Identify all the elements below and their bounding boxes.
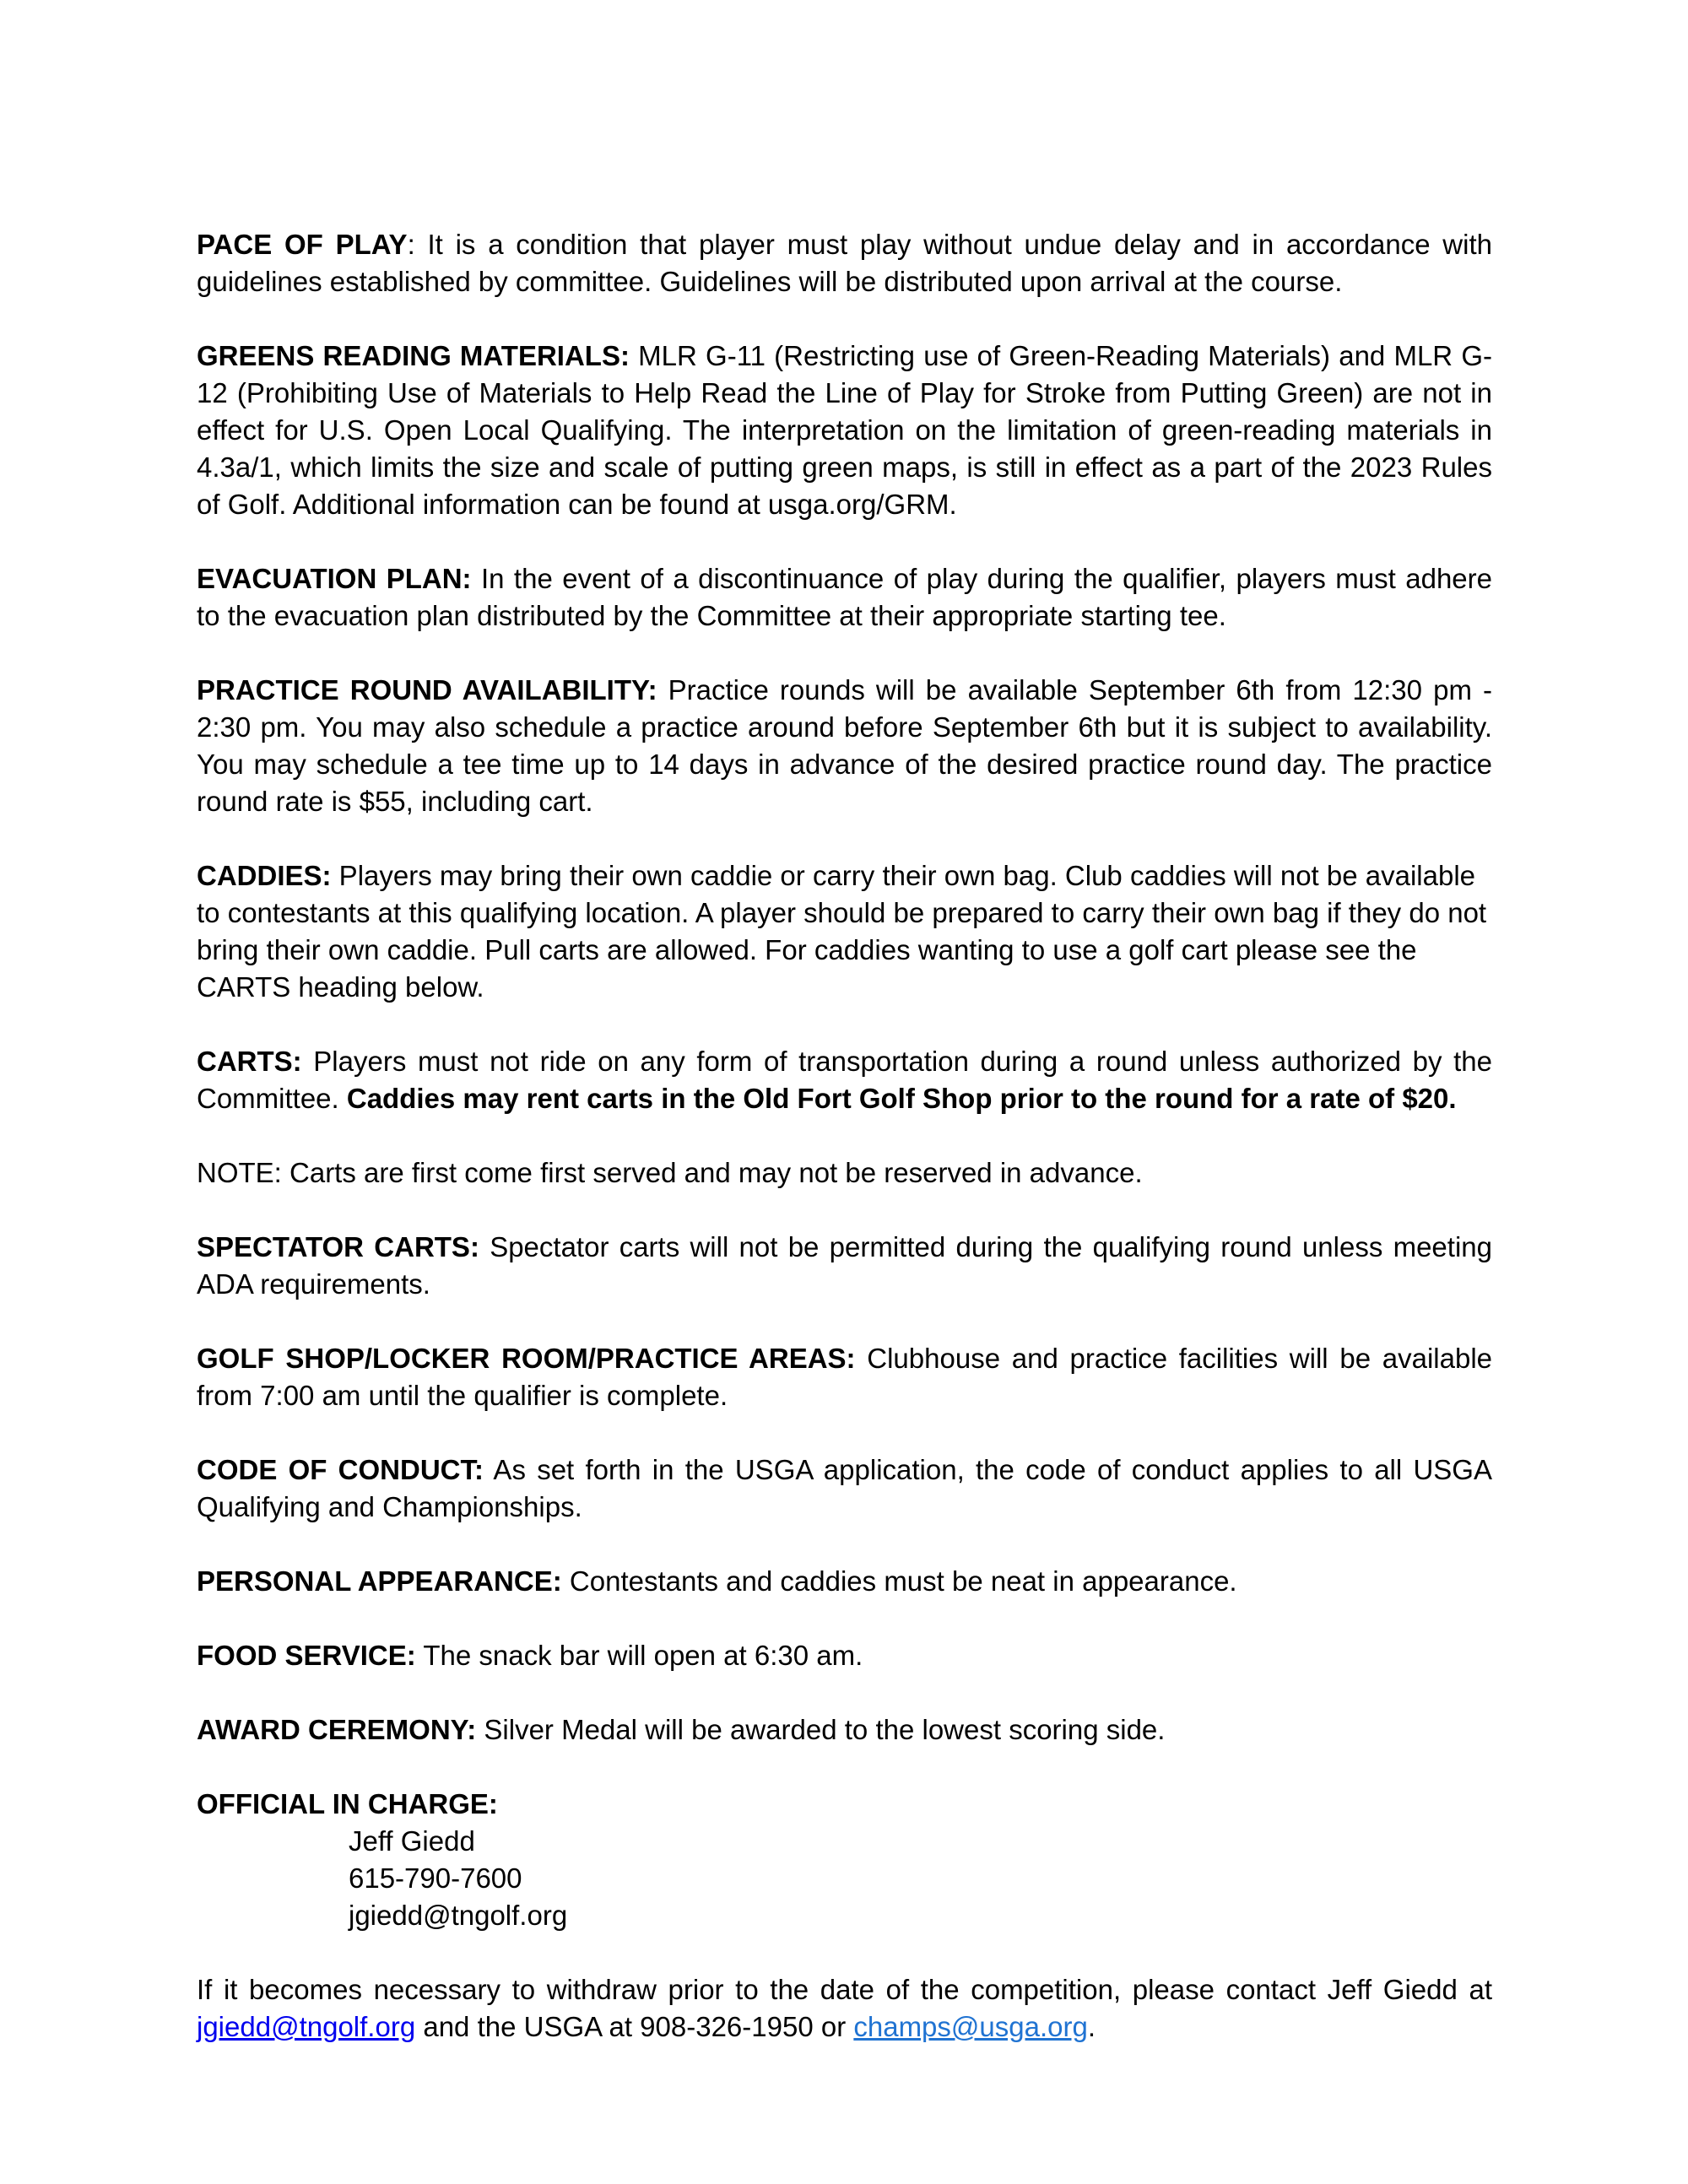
- section-heading: GOLF SHOP/LOCKER ROOM/PRACTICE AREAS:: [197, 1343, 856, 1374]
- section-heading: OFFICIAL IN CHARGE:: [197, 1788, 498, 1819]
- section-evacuation-plan: [197, 560, 1492, 635]
- contact-line-0: Jeff Giedd: [349, 1825, 475, 1857]
- section-food-service: [197, 1637, 1492, 1674]
- section-text: Players must not ride on any form of transportation during a round unless authorized by the Committee.: [197, 1046, 1492, 1114]
- section-heading: PERSONAL APPEARANCE:: [197, 1565, 562, 1597]
- section-heading: FOOD SERVICE:: [197, 1640, 416, 1671]
- section-text: .: [1087, 2011, 1096, 2042]
- section-spectator-carts: [197, 1229, 1492, 1303]
- section-carts: [197, 1043, 1492, 1117]
- section-golf-shop-locker-room-practice-areas: [197, 1340, 1492, 1414]
- section-text: Spectator carts will not be permitted during the qualifying round unless meeting ADA requirements.: [197, 1231, 1492, 1300]
- section-heading: PACE OF PLAY: [197, 229, 408, 260]
- section-pace-of-play: [197, 226, 1492, 300]
- section-heading: PRACTICE ROUND AVAILABILITY:: [197, 674, 657, 705]
- section-note: [197, 1154, 1492, 1192]
- section-text: If it becomes necessary to withdraw prior to the date of the competition, please contact Jeff Giedd at: [197, 1974, 1492, 2005]
- section-heading: EVACUATION PLAN:: [197, 563, 472, 594]
- contact-line-2: jgiedd@tngolf.org: [349, 1900, 568, 1931]
- section-code-of-conduct: [197, 1451, 1492, 1526]
- section-text: As set forth in the USGA application, the code of conduct applies to all USGA Qualifying and Championships.: [197, 1454, 1492, 1522]
- section-text: Clubhouse and practice facilities will be available from 7:00 am until the qualifier is complete.: [197, 1343, 1492, 1411]
- section-heading: GREENS READING MATERIALS:: [197, 340, 630, 371]
- section-heading: SPECTATOR CARTS:: [197, 1231, 479, 1262]
- section-text: In the event of a discontinuance of play during the qualifier, players must adhere to the evacuation plan distributed by the Committee at their appropriate starting tee.: [197, 563, 1492, 631]
- section-text: NOTE: Carts are first come first served and may not be reserved in advance.: [197, 1157, 1143, 1188]
- section-caddies: [197, 857, 1492, 1006]
- section-award-ceremony: [197, 1711, 1492, 1749]
- section-greens-reading-materials: [197, 338, 1492, 523]
- section-practice-round-availability: [197, 672, 1492, 820]
- section-heading: CADDIES:: [197, 860, 332, 891]
- section-text: Players may bring their own caddie or carry their own bag. Club caddies will not be available to contestants at this qualifying location. A player should be prepared to carry their own bag if they do not bring their own caddie. Pull carts are allowed. For caddies wanting to use a golf cart please see the CARTS heading below.: [197, 860, 1487, 1003]
- section-text: The snack bar will open at 6:30 am.: [415, 1640, 863, 1671]
- section-text: and the USGA at 908-326-1950 or: [415, 2011, 854, 2042]
- document-body: [197, 226, 1492, 2046]
- section-heading: CARTS:: [197, 1046, 302, 1077]
- section-text: : It is a condition that player must play without undue delay and in accordance with guidelines established by committee. Guidelines will be distributed upon arrival at the course.: [197, 229, 1492, 297]
- section-text: Practice rounds will be available September 6th from 12:30 pm - 2:30 pm. You may also schedule a practice around before September 6th but it is subject to availability. You may schedule a tee time up to 14 days in advance of the desired practice round day. The practice round rate is $55, including cart.: [197, 674, 1492, 817]
- link-champs-usga-org[interactable]: champs@usga.org: [853, 2011, 1088, 2042]
- section-personal-appearance: [197, 1563, 1492, 1600]
- section-heading: CODE OF CONDUCT:: [197, 1454, 484, 1485]
- section-heading: AWARD CEREMONY:: [197, 1714, 477, 1745]
- section-text: MLR G-11 (Restricting use of Green-Reading Materials) and MLR G-12 (Prohibiting Use of Materials to Help Read the Line of Play for Stroke from Putting Green) are not in effect for U.S. Open Local Qualifying. The interpretation on the limitation of green-reading materials in 4.3a/1, which limits the size and scale of putting green maps, is still in effect as a part of the 2023 Rules of Golf. Additional information can be found at usga.org/GRM.: [197, 340, 1492, 520]
- link-jgiedd-tngolf-org[interactable]: jgiedd@tngolf.org: [197, 2011, 416, 2042]
- section-official-in-charge: [197, 1786, 1492, 1934]
- contact-line-1: 615-790-7600: [349, 1862, 522, 1894]
- section-withdrawal-notice: [197, 1971, 1492, 2046]
- section-heading: Caddies may rent carts in the Old Fort Golf Shop prior to the round for a rate of $20.: [346, 1083, 1457, 1114]
- section-text: Silver Medal will be awarded to the lowest scoring side.: [476, 1714, 1166, 1745]
- section-text: Contestants and caddies must be neat in appearance.: [561, 1565, 1237, 1597]
